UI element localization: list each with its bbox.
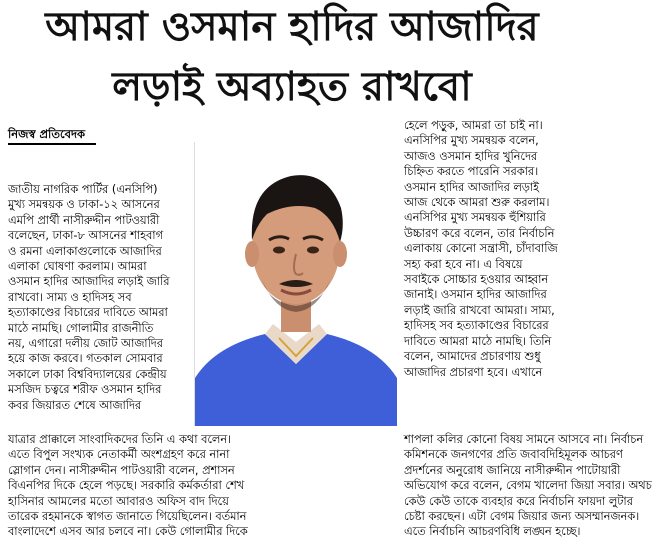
article-line: আজও ওসমান হাদির খুনিদের [404, 149, 538, 163]
article-line: লড়াই জারি রাখবো আমরা। সাম্য, [404, 303, 555, 317]
article-line: মাঠে নামছি। গোলামীর রাজনীতি [8, 321, 154, 335]
article-line: মুখ্য সমন্বয়ক ও ঢাকা-১২ আসনের [8, 198, 160, 212]
article-line: কমিশনকে জনগণের প্রতি জবাবদিহিমূলক আচরণ [404, 448, 623, 462]
article-line: এনসিপির মুখ্য সমন্বয়ক হুঁশিয়ারি [404, 211, 546, 225]
headline-line-1: আমরা ওসমান হাদির আজাদির [45, 4, 539, 50]
article-line: এনসিপির মুখ্য সমন্বয়ক বলেন, [404, 134, 539, 148]
portrait-photo [194, 142, 397, 426]
article-line: নয়, এগারো দলীয় জোট আজাদির [8, 337, 163, 351]
article-line: অভিযোগ করে বলেন, বেগম খালেদা জিয়া সবার। অথচ [404, 479, 652, 493]
article-line: সহ্য করা হবে না। এ বিষয়ে [404, 257, 523, 271]
article-line: এতে নির্বাচনি আচরণবিধি লঙ্ঘন হচ্ছে। [404, 525, 581, 539]
article-line: এলাকা ঘোষণা করলাম। আমরা [8, 260, 147, 274]
article-line: দাবিতে আমরা মাঠে নামছি। তিনি [404, 334, 552, 348]
article-line: বাংলাদেশে এসব আর চলবে না। কেউ গোলামীর দিকে [8, 525, 248, 539]
article-line: আজাদির প্রচারণা হবে। এখানে [404, 365, 543, 379]
article-line: হত্যাকাণ্ডের বিচারের দাবিতে আমরা [8, 306, 168, 320]
article-line: জাতীয় নাগরিক পার্টির (এনসিপি) [8, 183, 158, 196]
article-line: হেলে পড়ুক, আমরা তা চাই না। [404, 119, 543, 132]
article-bottom-left-block [8, 432, 248, 540]
headline-line-2: লড়াই অব্যাহত রাখবো [112, 64, 472, 110]
article-line: এলাকায় কোনো সন্ত্রাসী, চাঁদাবাজি [404, 242, 558, 256]
article-line: বলেছেন, ঢাকা-৮ আসনের শাহবাগ [8, 229, 163, 243]
article-line: ওসমান হাদির আজাদির লড়াই [404, 180, 540, 194]
article-line: হয়ে কাজ করবে। গতকাল সোমবার [8, 352, 163, 366]
byline: নিজস্ব প্রতিবেদক [8, 127, 86, 141]
article-line: প্রদর্শনের অনুরোধ জানিয়ে নাসীরুদ্দীন পাটোয়ারী [404, 463, 621, 477]
article-line: বলেন, আমাদের প্রচারণায় শুধু [404, 350, 541, 364]
article-line: ও রমনা এলাকাগুলোকে আজাদির [8, 244, 162, 258]
article-line: হাদিসহ সব হত্যাকাণ্ডের বিচারের [404, 319, 549, 333]
article-line: কেউ কেউ তাকে ব্যবহার করে নির্বাচনি ফায়দা লুটার [404, 494, 633, 508]
article-line: কবর জিয়ারত শেষে আজাদির [8, 398, 142, 412]
article-line: উচ্চারণ করে বলেন, তার নির্বাচনি [404, 226, 555, 240]
article-line: জানাই। ওসমান হাদির আজাদির [404, 288, 547, 302]
article-line: শাপলা কলির কোনো বিষয় সামনে আসবে না। নির্বাচন [404, 433, 644, 446]
article-line: হাসিনার আমলের মতো আবারও অফিস বাদ দিয়ে [8, 494, 229, 508]
article-left-column [8, 182, 188, 413]
article-line: এতে বিপুল সংখ্যক নেতাকর্মী অংশগ্রহণ করে নানা [8, 448, 230, 462]
article-line: তারেক রহমানকে স্বাগত জানাতে গিয়েছিলেন। বর্তমান [8, 510, 247, 524]
portrait-illustration [195, 142, 397, 426]
article-line: চিহ্নিত করতে পারেনি সরকার। [404, 165, 539, 179]
article-line: রাখবো। সাম্য ও হাদিসহ সব [8, 290, 132, 304]
article-line: যাত্রার প্রাক্কালে সাংবাদিকদের তিনি এ কথা বলেন। [8, 433, 232, 446]
article-line: চেষ্টা করছেন। এটা বেগম জিয়ার জন্য অসম্মানজনক। [404, 510, 640, 524]
article-line: স্লোগান দেন। নাসীরুদ্দীন পাটওয়ারী বলেন, প্রশাসন [8, 463, 235, 477]
article-line: বিএনপির দিকে হেলে পড়ছে। সরকারি কর্মকর্তারা শেখ [8, 479, 245, 493]
article-line: ওসমান হাদির আজাদির লড়াই জারি [8, 275, 170, 289]
article-line: মসজিদ চত্বরে শরীফ ওসমান হাদির [8, 383, 162, 397]
article-line: আজ থেকে আমরা শুরু করলাম। [404, 196, 550, 210]
article-line: সবাইকে সোচ্চার হওয়ার আহ্বান [404, 273, 549, 287]
article-line: সকালে ঢাকা বিশ্ববিদ্যালয়ের কেন্দ্রীয় [8, 367, 167, 381]
article-bottom-right-block [404, 432, 652, 540]
byline-underline [8, 143, 96, 145]
article-right-column [404, 118, 580, 380]
article-line: এমপি প্রার্থী নাসীরুদ্দীন পাটওয়ারী [8, 213, 160, 227]
